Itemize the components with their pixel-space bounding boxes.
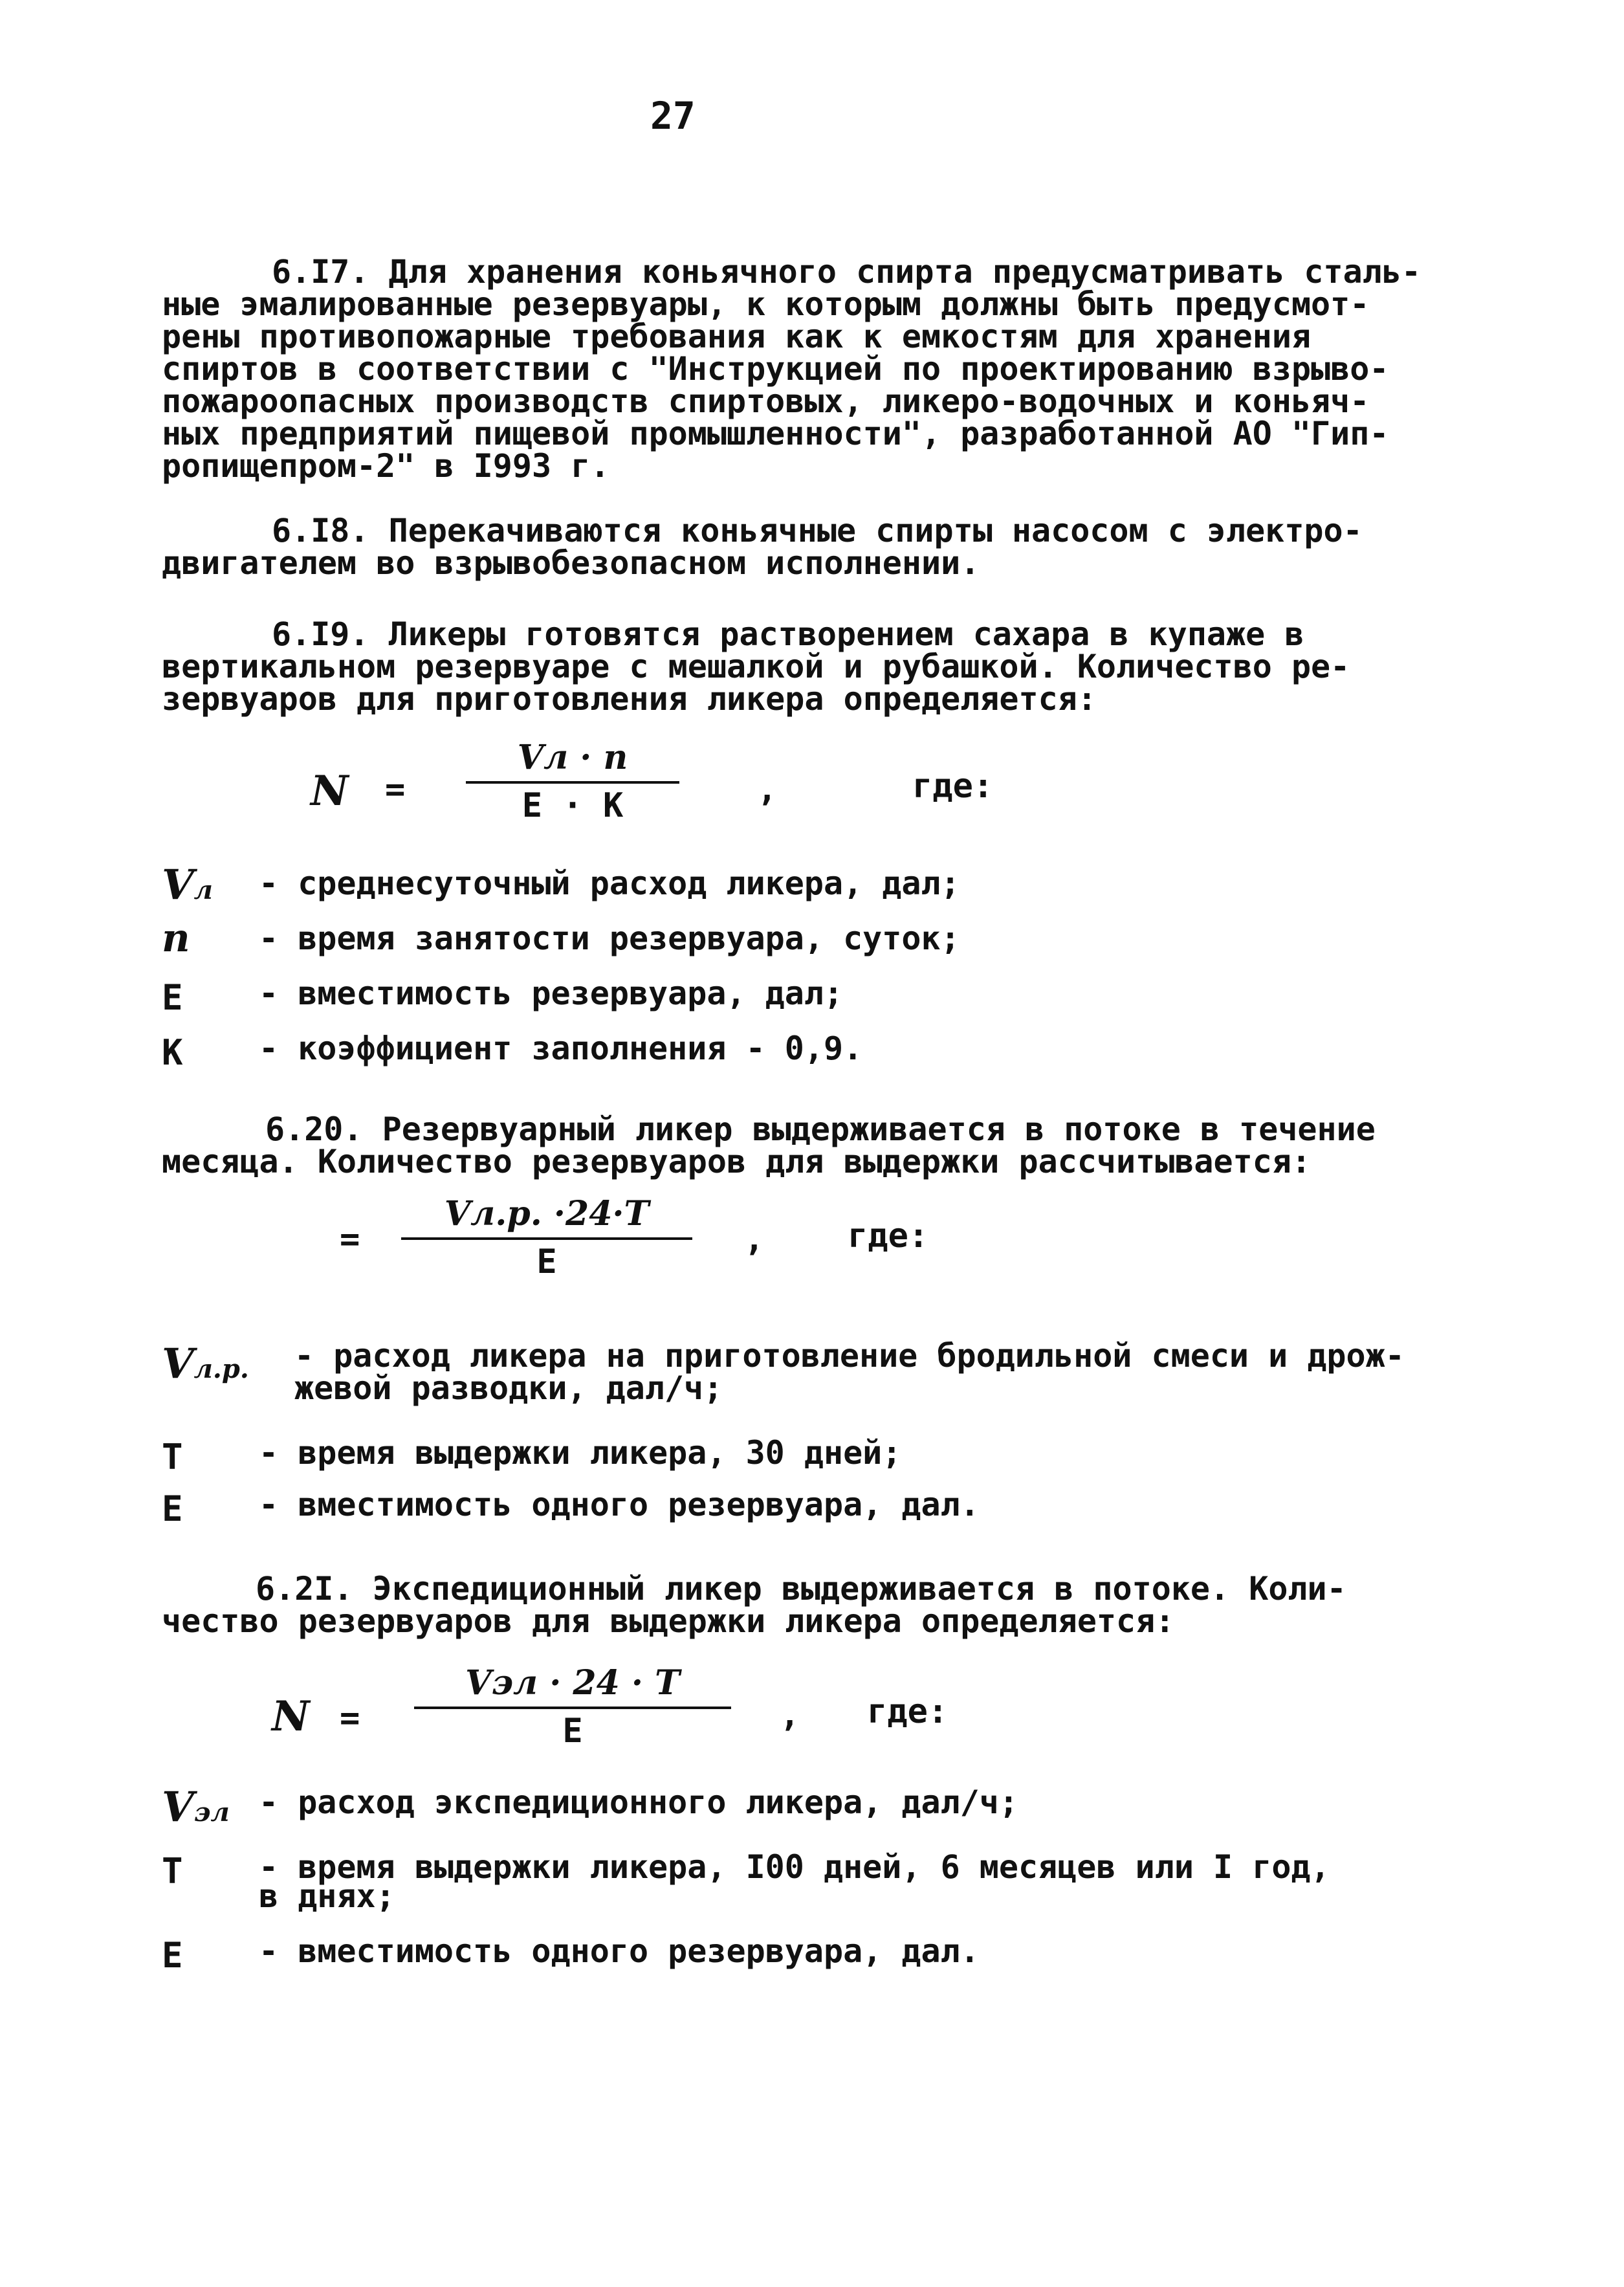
text-line: 6.20. Резервуарный ликер выдерживается в потоке в течение (265, 1110, 1376, 1148)
text-line: ные эмалированные резервуары, к которым должны быть предусмот- (162, 285, 1370, 323)
text-line: 6.I9. Ликеры готовятся растворением сахара в купаже в (272, 615, 1304, 653)
text-line: месяца. Количество резервуаров для выдержки рассчитывается: (162, 1143, 1311, 1180)
symbol-k: К (162, 1032, 183, 1073)
formula-numerator: Vл · n (517, 738, 628, 777)
symbol-e: Е (162, 977, 183, 1018)
text-line: чество резервуаров для выдержки ликера определяется: (162, 1602, 1175, 1640)
paragraph-6-20 (162, 1110, 1482, 1180)
formula-fraction (401, 1194, 692, 1281)
paragraph-6-21 (162, 1570, 1482, 1640)
formula-denominator: Е (562, 1712, 583, 1751)
text-line: зервуаров для приготовления ликера определяется: (162, 680, 1097, 718)
symbol-t: Т (162, 1437, 183, 1477)
page-number: 27 (650, 94, 696, 138)
definition-text: - время выдержки ликера, 30 дней; (259, 1434, 902, 1472)
text-line: 6.2I. Экспедиционный ликер выдерживается в потоке. Коли- (256, 1570, 1346, 1608)
formula-where: где: (912, 767, 994, 806)
text-line: двигателем во взрывобезопасном исполнении. (162, 544, 980, 582)
formula-comma: , (744, 1220, 765, 1259)
definition-text: - коэффициент заполнения - 0,9. (259, 1030, 863, 1067)
symbol-v: Vэл (162, 1783, 230, 1831)
formula-equals: = (340, 1699, 360, 1738)
formula-where: где: (867, 1692, 949, 1731)
text-line: рены противопожарные требования как к емкостям для хранения (162, 318, 1311, 355)
definition-text: - расход ликера на приготовление бродильной смеси и дрож- (294, 1337, 1405, 1375)
text-line: 6.I7. Для хранения коньячного спирта предусматривать сталь- (272, 253, 1421, 291)
text-line: вертикальном резервуаре с мешалкой и рубашкой. Количество ре- (162, 648, 1350, 685)
definition-text: жевой разводки, дал/ч; (294, 1369, 723, 1407)
formula-comma: , (780, 1696, 800, 1734)
definition-text: - вместимость резервуара, дал; (259, 975, 844, 1012)
symbol-e: Е (162, 1935, 183, 1976)
paragraph-6-19 (162, 615, 1482, 718)
formula-lhs: N (311, 767, 349, 815)
formula-comma: , (757, 770, 778, 809)
formula-fraction (414, 1663, 731, 1751)
paragraph-6-17 (162, 253, 1482, 485)
definition-text: в днях; (259, 1877, 395, 1915)
text-line: спиртов в соответствии с "Инструкцией по проектированию взрыво- (162, 350, 1389, 388)
formula-equals: = (340, 1220, 360, 1259)
definition-text: - расход экспедиционного ликера, дал/ч; (259, 1784, 1018, 1821)
definition-text: - вместимость одного резервуара, дал. (259, 1486, 980, 1523)
formula-lhs: N (272, 1692, 310, 1741)
formula-denominator: Е (536, 1243, 557, 1281)
text-line: ных предприятий пищевой промышленности", разработанной АО "Гип- (162, 415, 1389, 452)
text-line: 6.I8. Перекачиваются коньячные спирты насосом с электро- (272, 512, 1363, 549)
definition-text: - время выдержки ликера, I00 дней, 6 месяцев или I год, (259, 1848, 1330, 1886)
text-line: ропищепром-2" в I993 г. (162, 447, 610, 485)
symbol-v: Vл.р. (162, 1340, 249, 1388)
definition-text: - время занятости резервуара, суток; (259, 920, 960, 957)
symbol-v: Vл (162, 861, 213, 909)
definition-text: - вместимость одного резервуара, дал. (259, 1932, 980, 1970)
formula-numerator: Vл.р. ·24·Т (444, 1194, 650, 1233)
definition-text: - среднесуточный расход ликера, дал; (259, 865, 960, 902)
text-line: пожароопасных производств спиртовых, ликеро-водочных и коньяч- (162, 382, 1370, 420)
formula-fraction (466, 738, 679, 825)
formula-equals: = (385, 770, 406, 809)
paragraph-6-18 (162, 512, 1482, 582)
symbol-t: Т (162, 1851, 183, 1892)
symbol-n: n (162, 916, 190, 961)
formula-where: где: (848, 1217, 929, 1255)
symbol-e: Е (162, 1488, 183, 1529)
formula-numerator: Vэл · 24 · Т (465, 1663, 680, 1703)
formula-denominator: Е · К (521, 786, 624, 825)
